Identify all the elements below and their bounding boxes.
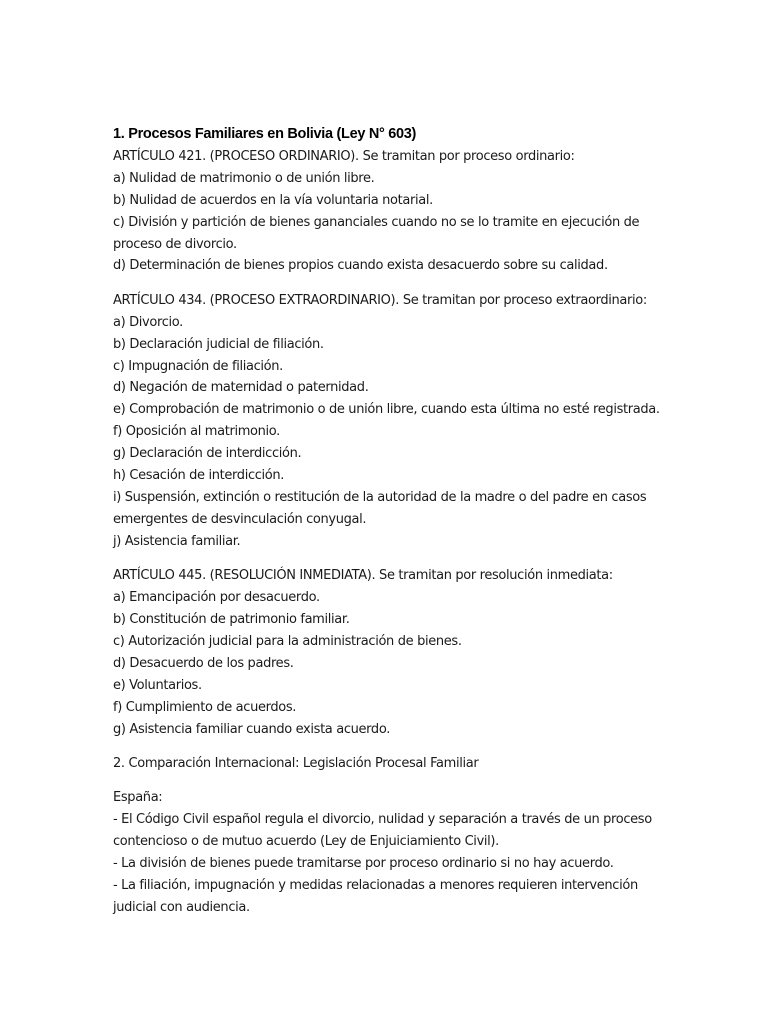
spain-item: - La filiación, impugnación y medidas relacionadas a menores requieren intervención xyxy=(113,878,638,893)
spain-label: España: xyxy=(113,790,163,806)
document-page xyxy=(113,124,673,931)
article-445-intro: ARTÍCULO 445. (RESOLUCIÓN INMEDIATA). Se tramitan por resolución inmediata: xyxy=(113,568,613,584)
article-445-item: e) Voluntarios. xyxy=(113,677,202,693)
article-421-item: b) Nulidad de acuerdos en la vía voluntaria notarial. xyxy=(113,192,433,208)
article-445-item: f) Cumplimiento de acuerdos. xyxy=(113,699,297,715)
spain-section xyxy=(113,787,673,918)
article-421 xyxy=(113,146,673,277)
article-421-item: d) Determinación de bienes propios cuando exista desacuerdo sobre su calidad. xyxy=(113,258,608,274)
article-434 xyxy=(113,290,673,553)
section-1-title: 1. Procesos Familiares en Bolivia (Ley N° 603) xyxy=(113,126,417,142)
article-434-item: c) Impugnación de filiación. xyxy=(113,358,283,374)
article-434-item: a) Divorcio. xyxy=(113,314,183,330)
article-445-item: d) Desacuerdo de los padres. xyxy=(113,655,294,671)
article-445-item: b) Constitución de patrimonio familiar. xyxy=(113,612,350,628)
article-421-item: c) División y partición de bienes gananciales cuando no se lo tramite en ejecución de xyxy=(113,214,640,230)
article-445-item: c) Autorización judicial para la administración de bienes. xyxy=(113,633,462,649)
spain-item: - La división de bienes puede tramitarse por proceso ordinario si no hay acuerdo. xyxy=(113,856,614,872)
article-421-item: proceso de divorcio. xyxy=(113,236,237,252)
article-434-item: d) Negación de maternidad o paternidad. xyxy=(113,380,369,396)
article-421-intro: ARTÍCULO 421. (PROCESO ORDINARIO). Se tramitan por proceso ordinario: xyxy=(113,148,575,164)
article-421-item: a) Nulidad de matrimonio o de unión libre. xyxy=(113,170,375,186)
article-434-item: e) Comprobación de matrimonio o de unión libre, cuando esta última no esté registrada. xyxy=(113,402,660,418)
article-434-item: h) Cesación de interdicción. xyxy=(113,468,285,484)
section-2-title: 2. Comparación Internacional: Legislación Procesal Familiar xyxy=(113,755,479,771)
article-434-item: f) Oposición al matrimonio. xyxy=(113,424,280,440)
spain-item: contencioso o de mutuo acuerdo (Ley de Enjuiciamiento Civil). xyxy=(113,834,499,850)
article-434-item: emergentes de desvinculación conyugal. xyxy=(113,511,367,527)
article-445-item: a) Emancipación por desacuerdo. xyxy=(113,590,320,606)
article-434-intro: ARTÍCULO 434. (PROCESO EXTRAORDINARIO). Se tramitan por proceso extraordinario: xyxy=(113,292,647,308)
article-434-item: g) Declaración de interdicción. xyxy=(113,446,302,462)
spain-item: judicial con audiencia. xyxy=(113,899,250,915)
article-445 xyxy=(113,565,673,740)
article-445-item: g) Asistencia familiar cuando exista acuerdo. xyxy=(113,721,390,737)
article-434-item: i) Suspensión, extinción o restitución de la autoridad de la madre o del padre en casos xyxy=(113,490,647,505)
article-434-item: b) Declaración judicial de filiación. xyxy=(113,336,324,352)
section-2 xyxy=(113,753,673,775)
spain-item: - El Código Civil español regula el divorcio, nulidad y separación a través de un proceso xyxy=(113,812,652,828)
article-434-item: j) Asistencia familiar. xyxy=(113,533,241,549)
